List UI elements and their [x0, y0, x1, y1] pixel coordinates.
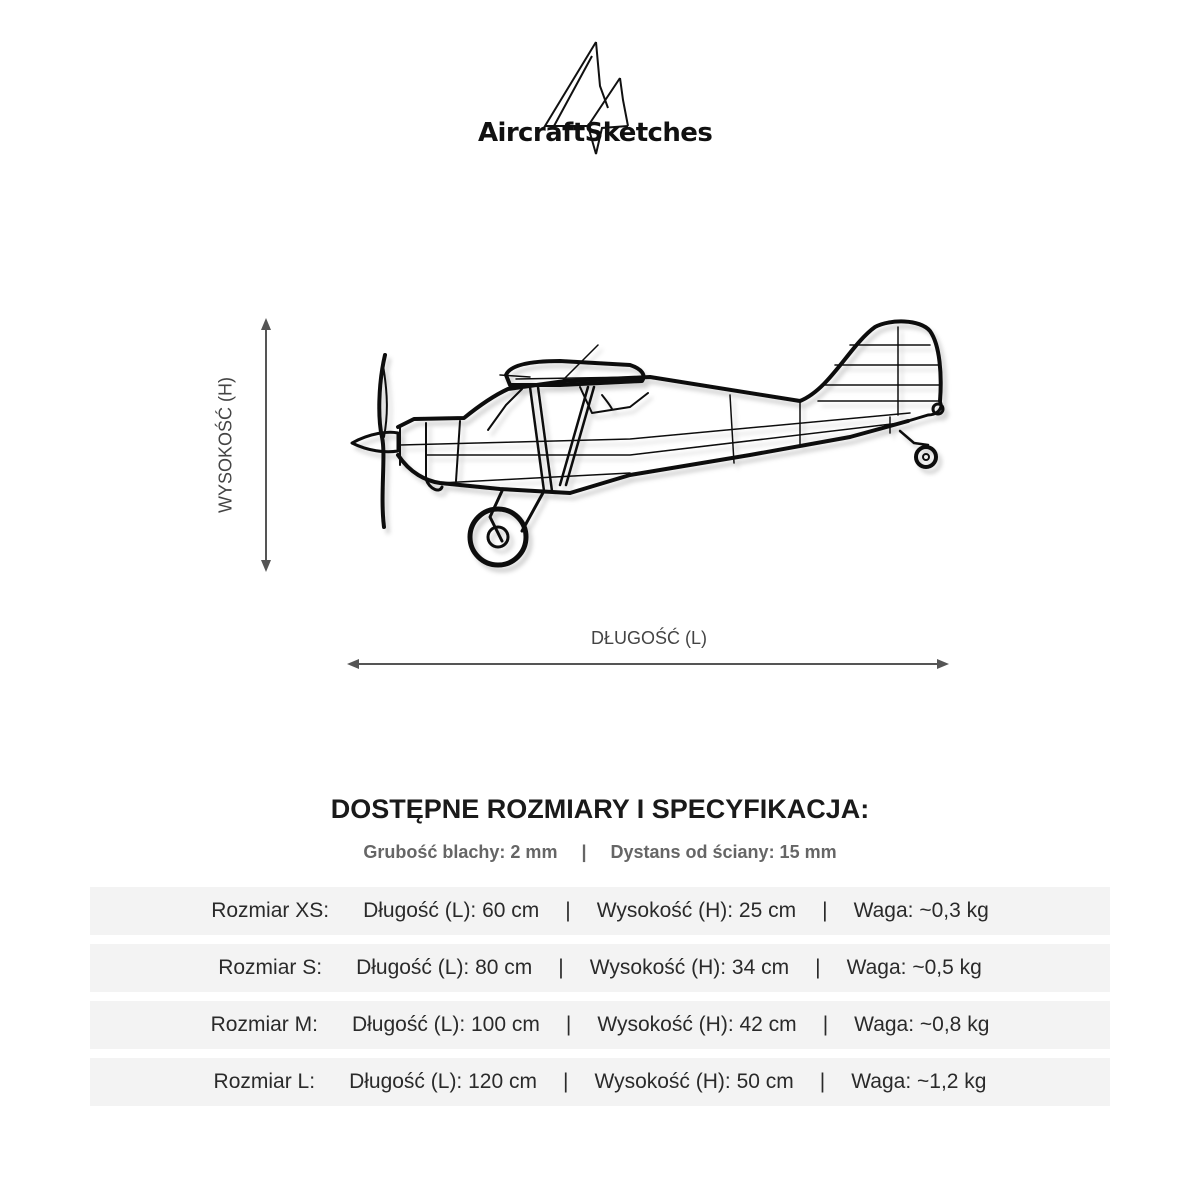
specs-title: DOSTĘPNE ROZMIARY I SPECYFIKACJA:	[330, 794, 870, 824]
separator: |	[562, 1070, 569, 1093]
separator: |	[822, 899, 828, 922]
separator: |	[819, 1070, 826, 1093]
size-height: Wysokość (H): 34 cm	[589, 956, 790, 979]
size-row-m	[90, 1001, 1110, 1049]
size-row-s	[90, 944, 1110, 992]
specs-subtitle	[0, 842, 1200, 863]
brand-logo	[470, 38, 730, 158]
sizes-table	[90, 887, 1110, 1115]
size-height: Wysokość (H): 42 cm	[597, 1013, 797, 1036]
length-label: DŁUGOŚĆ (L)	[590, 628, 707, 648]
size-weight: Waga: ~0,8 kg	[854, 1013, 990, 1036]
size-weight: Waga: ~0,5 kg	[846, 956, 982, 979]
aircraft-drawing	[330, 305, 970, 595]
height-label: WYSOKOŚĆ (H)	[215, 376, 236, 514]
wall-distance: Dystans od ściany: 15 mm	[610, 842, 837, 862]
size-height: Wysokość (H): 25 cm	[596, 899, 797, 922]
size-length: Długość (L): 120 cm	[349, 1070, 537, 1093]
separator: |	[558, 956, 564, 979]
separator: |	[581, 842, 587, 862]
size-length: Długość (L): 100 cm	[351, 1013, 540, 1036]
size-row-xs	[90, 887, 1110, 935]
separator: |	[565, 899, 571, 922]
brand-name: AircraftSketches	[478, 118, 713, 148]
sheet-thickness: Grubość blachy: 2 mm	[363, 842, 558, 862]
size-weight: Waga: ~0,3 kg	[853, 899, 989, 922]
size-length: Długość (L): 80 cm	[356, 956, 533, 979]
separator: |	[822, 1013, 829, 1036]
size-name: Rozmiar S:	[218, 956, 323, 979]
size-row-l	[90, 1058, 1110, 1106]
size-height: Wysokość (H): 50 cm	[594, 1070, 794, 1093]
height-dimension-arrow	[250, 318, 282, 572]
separator: |	[565, 1013, 572, 1036]
separator: |	[815, 956, 821, 979]
size-length: Długość (L): 60 cm	[363, 899, 540, 922]
size-weight: Waga: ~1,2 kg	[851, 1070, 987, 1093]
size-name: Rozmiar M:	[210, 1013, 318, 1036]
length-dimension-arrow	[347, 654, 949, 674]
size-name: Rozmiar XS:	[211, 899, 330, 922]
size-name: Rozmiar L:	[213, 1070, 316, 1093]
